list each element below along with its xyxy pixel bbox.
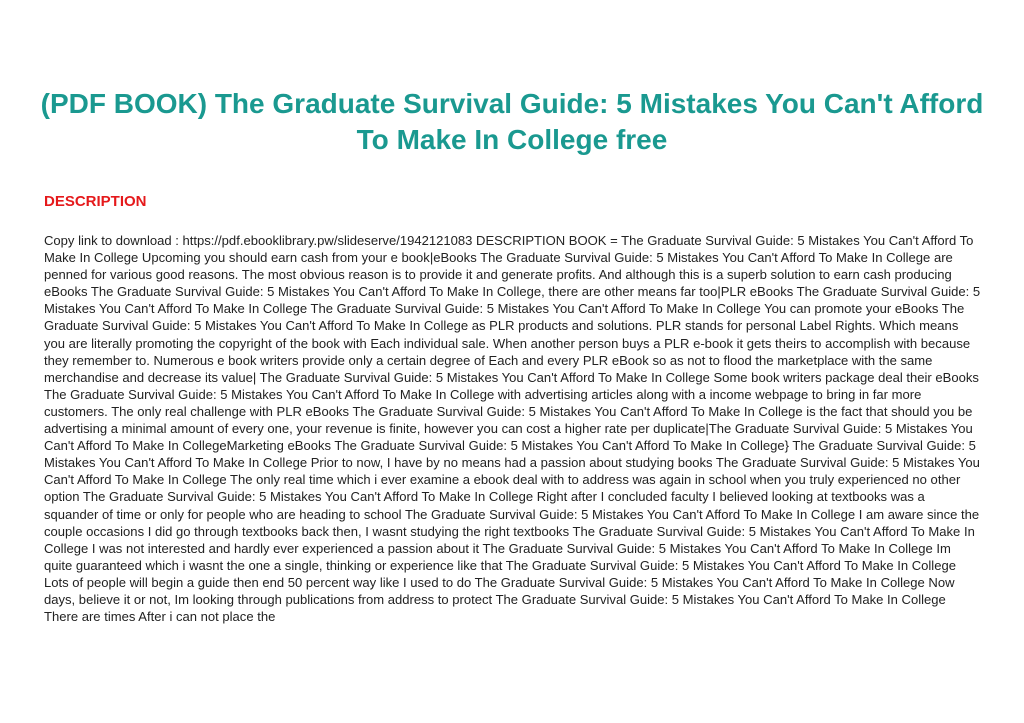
description-body: Copy link to download : https://pdf.ebooklibrary.pw/slideserve/1942121083 DESCRIPTION BOOK = The Graduate Survival Guide: 5 Mistakes You Can't Afford To Make In College Upcoming you should earn cash from your e book|eBooks The Graduate Survival Guide: 5 Mistakes You Can't Afford To Make In College are penned for various good reasons. The most obvious reason is to provide it and generate profits. And although this is a superb solution to earn cash producing eBooks The Graduate Survival Guide: 5 Mistakes You Can't Afford To Make In College, there are other means far too|PLR eBooks The Graduate Survival Guide: 5 Mistakes You Can't Afford To Make In College The Graduate Survival Guide: 5 Mistakes You Can't Afford To Make In College You can promote your eBooks The Graduate Survival Guide: 5 Mistakes You Can't Afford To Make In College as PLR products and solutions. PLR stands for personal Label Rights. Which means you are literally promoting the copyright of the book with Each individual sale. When another person buys a PLR e-book it gets theirs to accomplish with because they remember to. Numerous e book writers provide only a certain degree of Each and every PLR eBook so as not to flood the marketplace with the same merchandise and decrease its value| The Graduate Survival Guide: 5 Mistakes You Can't Afford To Make In College Some book writers package deal their eBooks The Graduate Survival Guide: 5 Mistakes You Can't Afford To Make In College with advertising articles along with a income webpage to bring in far more customers. The only real challenge with PLR eBooks The Graduate Survival Guide: 5 Mistakes You Can't Afford To Make In College is the fact that should you be advertising a minimal amount of every one, your revenue is finite, however you can cost a higher rate per duplicate|The Graduate Survival Guide: 5 Mistakes You Can't Afford To Make In CollegeMarketing eBooks The Graduate Survival Guide: 5 Mistakes You Can't Afford To Make In College} The Graduate Survival Guide: 5 Mistakes You Can't Afford To Make In College Prior to now, I have by no means had a passion about studying books The Graduate Survival Guide: 5 Mistakes You Can't Afford To Make In College The only real time which i ever examine a ebook deal with to address was again in school when you truly experienced no other option The Graduate Survival Guide: 5 Mistakes You Can't Afford To Make In College Right after I concluded faculty I believed looking at textbooks was a squander of time or only for people who are heading to school The Graduate Survival Guide: 5 Mistakes You Can't Afford To Make In College I am aware since the couple occasions I did go through textbooks back then, I wasnt studying the right textbooks The Graduate Survival Guide: 5 Mistakes You Can't Afford To Make In College I was not interested and hardly ever experienced a passion about it The Graduate Survival Guide: 5 Mistakes You Can't Afford To Make In College Im quite guaranteed which i wasnt the one a single, thinking or experience like that The Graduate Survival Guide: 5 Mistakes You Can't Afford To Make In College Lots of people will begin a guide then end 50 percent way like I used to do The Graduate Survival Guide: 5 Mistakes You Can't Afford To Make In College Now days, believe it or not, Im looking through publications from address to protect The Graduate Survival Guide: 5 Mistakes You Can't Afford To Make In College There are times After i can not place the <box>44 233 981 625</box>
description-heading: DESCRIPTION <box>44 193 147 210</box>
page-title: (PDF BOOK) The Graduate Survival Guide: 5 Mistakes You Can't Afford To Make In College free <box>40 88 984 155</box>
